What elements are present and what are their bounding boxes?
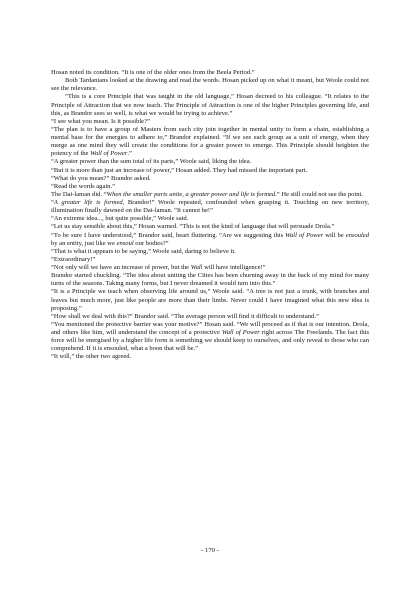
paragraph [51,353,369,361]
paragraph [51,313,369,321]
text-run: by an entity, just like we [51,239,117,247]
text-run: “A greater power than the sum total of its parts,” Woole said, liking the idea. [51,158,252,166]
paragraph [51,191,369,199]
paragraph [51,183,369,191]
paragraph [51,77,369,93]
body-text [51,69,369,362]
text-run: “Read the words again.” [51,182,115,190]
text-run: “Let us stay sensible about this,” Hosan warned. “This is not the kind of language that will persuade Drola.” [51,223,335,231]
text-run: “That is what it appears to be saying,” Woole said, daring to believe it. [51,247,236,255]
text-run: “Not only will we have an increase of power, but the [51,264,191,271]
text-run: “This is a core Principle that was taught in the old language,” Hosan decreed to his colleague. “It relates to the Principle of Attraction that we now teach. The Principle of Attraction is one of the higher Principles governing life, and this, as Brandor sees so well, is what we would be trying to achieve.” [51,93,369,117]
text-run: .” [127,150,132,158]
text-run: “To be sure I have understood,” Brandor said, heart fluttering. “Are we suggesting this [51,231,286,239]
text-run: “Extraordinary!” [51,255,96,263]
text-run: Both Tardanians looked at the drawing and read the words. Hosan picked up on what it meant, but Woole could not see the relevance. [51,77,369,93]
text-run: “An extreme idea..., but quite possible,” Woole said. [51,215,189,223]
text-run: “It is a Principle we teach when observing life around us,” Woole said. “A tree is not just a trunk, with branches and leaves but much more, just like people are more than their limbs. Never could I have imagined what this new idea is proposing.” [51,288,369,312]
text-run: .” He still could not see the point. [275,190,363,198]
text-run: The Dai-laman did. “ [51,190,107,198]
text-run: “I see what you mean. Is it possible?” [51,117,150,125]
text-run: “What do you mean?” Brandor asked. [51,174,151,182]
text-run: will be [323,231,346,239]
text-run: “How shall we deal with this?” Brandor said. “The average person will find it difficult to understand.” [51,312,319,320]
paragraph [51,158,369,166]
paragraph [51,69,369,77]
italic-text: Wall of Power [90,150,128,158]
text-run: Hosan noted its condition. “It is one of the older ones from the Beela Period.” [51,69,255,76]
paragraph [51,126,369,159]
paragraph [51,272,369,288]
text-run: “ [51,199,54,206]
paragraph [51,118,369,126]
text-run: will have intelligence!” [202,264,266,271]
paragraph [51,223,369,231]
text-run: “The plan is to have a group of Masters from each city join together in mental unity to form a chain, establishing a mental base for the energies to adhere to,” Brandor explained. “If we see each group as a unit of energy, when they merge as one mind they will create the conditions for a greater power to emerge. This Principle should heighten the potency of the [51,125,369,158]
text-run: “But it is more than just an increase of power,” Hosan added. They had missed the important part. [51,166,308,174]
paragraph [51,199,369,215]
text-run: our bodies?” [133,239,169,247]
paragraph [51,175,369,183]
paragraph [51,288,369,312]
text-run: “It will,” the other two agreed. [51,353,132,361]
italic-text: A greater life is formed [53,199,123,206]
paragraph [51,321,369,354]
italic-text: ensoul [116,239,134,247]
italic-text: Wall of Power [285,231,324,239]
paragraph [51,248,369,256]
paragraph [51,256,369,264]
paragraph [51,215,369,223]
paragraph [51,232,369,248]
text-run: “You mentioned the protective barrier was your motive?” Hosan said. “We will proceed as if that is our intention. Drola, and others like him, will understand the concept of a protective [51,320,369,336]
text-run: Brandor started chuckling. “The idea about uniting the Cities has been churning away in the back of my mind for many turns of the seasons. Taking many forms, but I never dreamed it would turn into this.” [51,272,369,288]
paragraph [51,264,369,272]
text-run: right across The Freelands. The fact this force will be energised by a higher life form is something we should keep to ourselves, and only reveal to those who can comprehend. If it is ensouled, what a boon that will be.” [51,329,369,353]
page-number: - 170 - [201,547,219,554]
italic-text: Wall [190,264,203,271]
paragraph [51,93,369,117]
text-run: , Brandor!” Woole repeated, confounded when grasping it. Touching on new territory, illumination finally dawned on the Dai-laman. “It cannot be!” [51,199,369,215]
italic-text: When the smaller parts unite, a greater power and life is formed [106,190,276,198]
italic-text: ensouled [345,231,369,239]
italic-text: Wall of Power [221,329,260,336]
paragraph [51,167,369,175]
